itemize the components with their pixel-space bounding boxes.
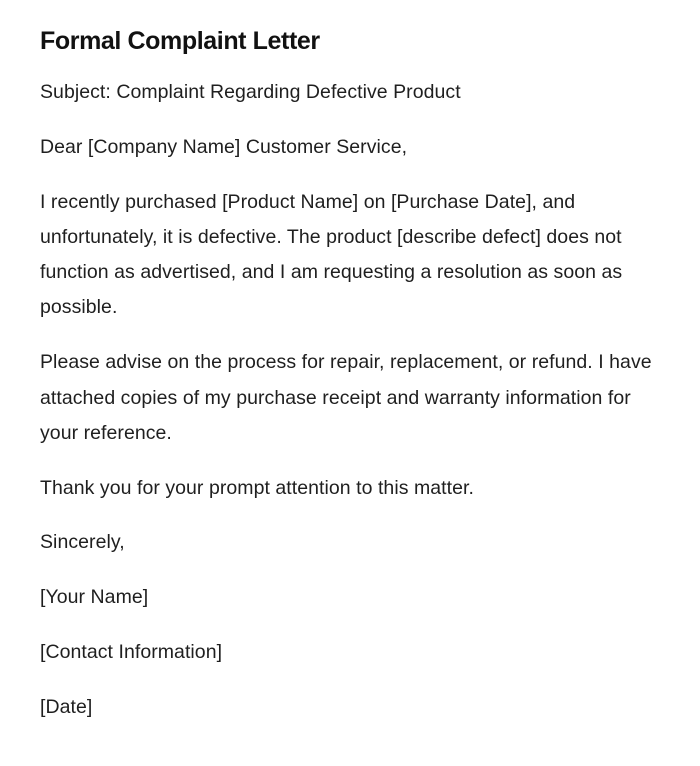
signature-name: [Your Name] <box>40 586 149 609</box>
letter-subject: Subject: Complaint Regarding Defective Product <box>40 81 461 103</box>
signature-contact: [Contact Information] <box>40 641 223 664</box>
body-paragraph-thanks: Thank you for your prompt attention to this matter. <box>40 476 474 499</box>
body-paragraph-purchase: I recently purchased [Product Name] on [Purchase Date], and unfortunately, it is defective. The product [describe defect] does not function as advertised, and I am requesting a resolution as soon as possible. <box>40 190 623 319</box>
signature-date: [Date] <box>40 695 93 718</box>
letter-closing: Sincerely, <box>40 531 125 554</box>
letter-greeting: Dear [Company Name] Customer Service, <box>40 135 408 158</box>
body-paragraph-request: Please advise on the process for repair, replacement, or refund. I have attached copies of my purchase receipt and warranty information for your reference. <box>40 351 652 444</box>
letter-title: Formal Complaint Letter <box>40 27 320 55</box>
